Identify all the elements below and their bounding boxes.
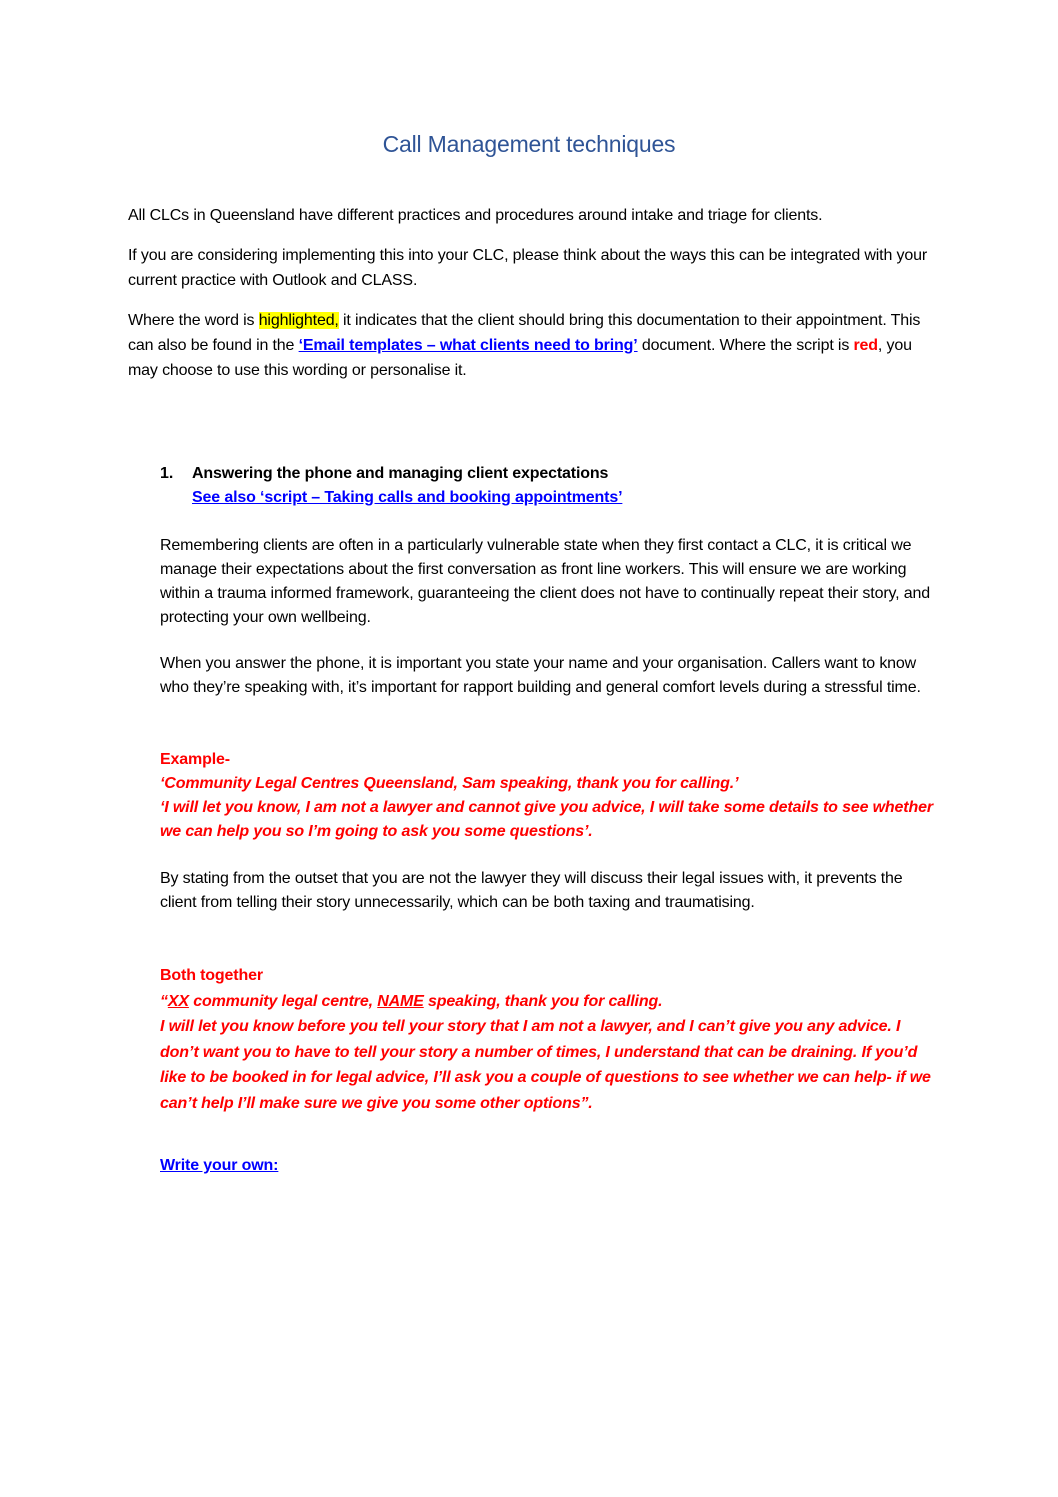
highlighted-word: highlighted, xyxy=(258,312,339,329)
intro-p3-text-d: , you may choose to use this wording or personalise it. xyxy=(128,337,912,379)
intro-paragraph-1: All CLCs in Queensland have different practices and procedures around intake and triage for clients. xyxy=(128,207,823,224)
both-together-rest: I will let you know before you tell your story that I am not a lawyer, and I can’t give you any advice. I don’t want you to have to tell your story a number of times, I understand that can be draining. If you’d like to be booked in for legal advice, I’ll ask you a couple of questions to see whether we can help- if we can’t help I’ll make sure we give you some other options”. xyxy=(160,1018,931,1112)
placeholder-xx: XX xyxy=(167,992,189,1010)
both-together-block xyxy=(160,963,935,1116)
section-paragraph-3: By stating from the outset that you are not the lawyer they will discuss their legal issues with, it prevents the client from telling their story unnecessarily, which can be both taxing and traumatising. xyxy=(160,870,903,911)
example-line-1: ‘Community Legal Centres Queensland, Sam speaking, thank you for calling.’ xyxy=(160,775,739,792)
see-also-link-wrap xyxy=(192,486,622,510)
section-heading: Answering the phone and managing client expectations xyxy=(192,465,609,482)
intro-p3-text-b: it indicates that the client should bring this documentation to their appointment. This can also be found in the xyxy=(128,312,921,354)
intro-paragraph-2: If you are considering implementing this into your CLC, please think about the ways this can be integrated with your current practice with Outlook and CLASS. xyxy=(128,247,928,289)
both-together-label: Both together xyxy=(160,967,263,984)
write-your-own-wrap xyxy=(160,1154,935,1178)
both-mid-text: community legal centre, xyxy=(188,992,378,1010)
see-also-script-link[interactable]: See also ‘script – Taking calls and booking appointments’ xyxy=(192,489,623,506)
section-number: 1. xyxy=(160,465,174,482)
write-your-own-link[interactable]: Write your own: xyxy=(160,1157,279,1174)
intro-p3-text-a: Where the word is xyxy=(128,312,259,329)
section-paragraph-2: When you answer the phone, it is important you state your name and your organisation. Callers want to know who they’re speaking with, it’s important for rapport building and general comfort levels during a stressful time. xyxy=(160,655,921,696)
email-templates-link[interactable]: ‘Email templates – what clients need to bring’ xyxy=(298,337,638,354)
example-line-2: ‘I will let you know, I am not a lawyer and cannot give you advice, I will take some details to see whether we can help you so I’m going to ask you some questions’. xyxy=(160,799,933,840)
both-line1-end: speaking, thank you for calling. xyxy=(423,992,663,1010)
example-label: Example- xyxy=(160,751,230,768)
intro-paragraph-3 xyxy=(128,308,928,383)
section-paragraph-1: Remembering clients are often in a particularly vulnerable state when they first contact a CLC, it is critical we manage their expectations about the first conversation as front line workers. This will ensure we are working within a trauma informed framework, guaranteeing the client does not have to continually repeat their story, and protecting your own wellbeing. xyxy=(160,537,931,626)
placeholder-name: NAME xyxy=(377,992,424,1010)
both-together-line-1 xyxy=(160,989,935,1015)
example-block xyxy=(160,748,935,844)
page-title: Call Management techniques xyxy=(382,131,676,157)
red-word: red xyxy=(853,337,878,354)
intro-p3-text-c: document. Where the script is xyxy=(637,337,854,354)
quote-open: “ xyxy=(160,992,168,1010)
